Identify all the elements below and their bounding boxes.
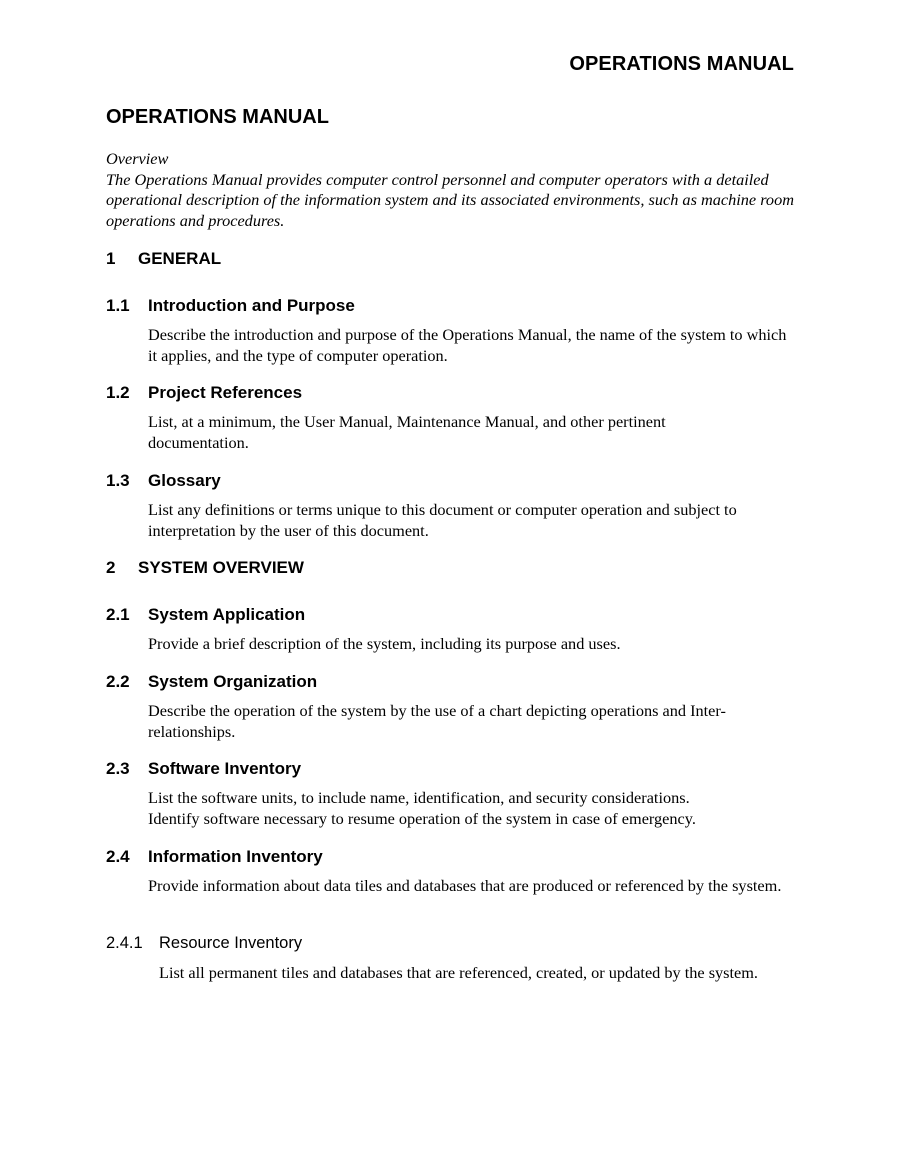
paragraph-line: List the software units, to include name, identification, and security considerations. — [148, 788, 690, 807]
running-header: OPERATIONS MANUAL — [569, 53, 794, 75]
subsubsection-title: Resource Inventory — [159, 934, 303, 952]
subsection-title: Introduction and Purpose — [148, 296, 355, 315]
subsection-number: 1.2 — [106, 383, 130, 402]
subsection-number: 2.2 — [106, 672, 130, 691]
paragraph: List any definitions or terms unique to this document or computer operation and subject to interpretation by the user of this document. — [148, 500, 737, 540]
subsection-heading-information-inventory — [106, 847, 323, 867]
paragraph: List, at a minimum, the User Manual, Maintenance Manual, and other pertinent documentation. — [148, 412, 666, 452]
subsection-number: 1.3 — [106, 471, 130, 490]
subsection-title: Glossary — [148, 471, 221, 490]
subsection-body-software-inventory — [148, 788, 828, 830]
subsection-title: Project References — [148, 383, 303, 402]
subsection-body-glossary — [148, 500, 798, 542]
overview-block — [106, 149, 806, 231]
paragraph: List all permanent tiles and databases that are referenced, created, or updated by the system. — [159, 963, 758, 982]
subsection-heading-system-application — [106, 605, 305, 625]
paragraph: Describe the introduction and purpose of the Operations Manual, the name of the system to which it applies, and the type of computer operation. — [148, 325, 787, 365]
section-number: 1 — [106, 249, 116, 268]
subsection-title: Information Inventory — [148, 847, 323, 866]
subsection-heading-project-references — [106, 383, 302, 403]
subsection-body-system-organization — [148, 701, 783, 743]
subsection-body-introduction — [148, 325, 798, 367]
subsection-heading-system-organization — [106, 672, 317, 692]
paragraph: Provide a brief description of the system, including its purpose and uses. — [148, 634, 621, 653]
section-heading-general — [106, 249, 221, 269]
paragraph: Provide information about data tiles and databases that are produced or referenced by the system. — [148, 876, 782, 895]
subsection-body-information-inventory — [148, 876, 788, 897]
document-title: OPERATIONS MANUAL — [106, 106, 329, 128]
subsection-heading-introduction — [106, 296, 355, 316]
subsection-number: 2.1 — [106, 605, 130, 624]
subsection-number: 2.4 — [106, 847, 130, 866]
section-number: 2 — [106, 558, 116, 577]
subsection-number: 2.3 — [106, 759, 130, 778]
subsubsection-heading-resource-inventory — [106, 934, 302, 953]
subsection-title: Software Inventory — [148, 759, 302, 778]
subsection-title: System Organization — [148, 672, 318, 691]
subsection-heading-glossary — [106, 471, 221, 491]
section-title: SYSTEM OVERVIEW — [138, 558, 304, 577]
subsubsection-body-resource-inventory — [159, 963, 769, 984]
subsubsection-number: 2.4.1 — [106, 934, 143, 952]
subsection-title: System Application — [148, 605, 306, 624]
subsection-number: 1.1 — [106, 296, 130, 315]
subsection-body-project-references — [148, 412, 728, 454]
overview-label: Overview — [106, 149, 169, 168]
section-title: GENERAL — [138, 249, 222, 268]
subsection-body-system-application — [148, 634, 798, 655]
overview-text: The Operations Manual provides computer control personnel and computer operators with a detailed operational description of the information system and its associated environments, such as machine room operations and procedures. — [106, 169, 794, 230]
paragraph-line: Identify software necessary to resume operation of the system in case of emergency. — [148, 808, 696, 828]
section-heading-system-overview — [106, 558, 304, 578]
subsection-heading-software-inventory — [106, 759, 301, 779]
paragraph: Describe the operation of the system by the use of a chart depicting operations and Inter-relationships. — [148, 701, 726, 741]
